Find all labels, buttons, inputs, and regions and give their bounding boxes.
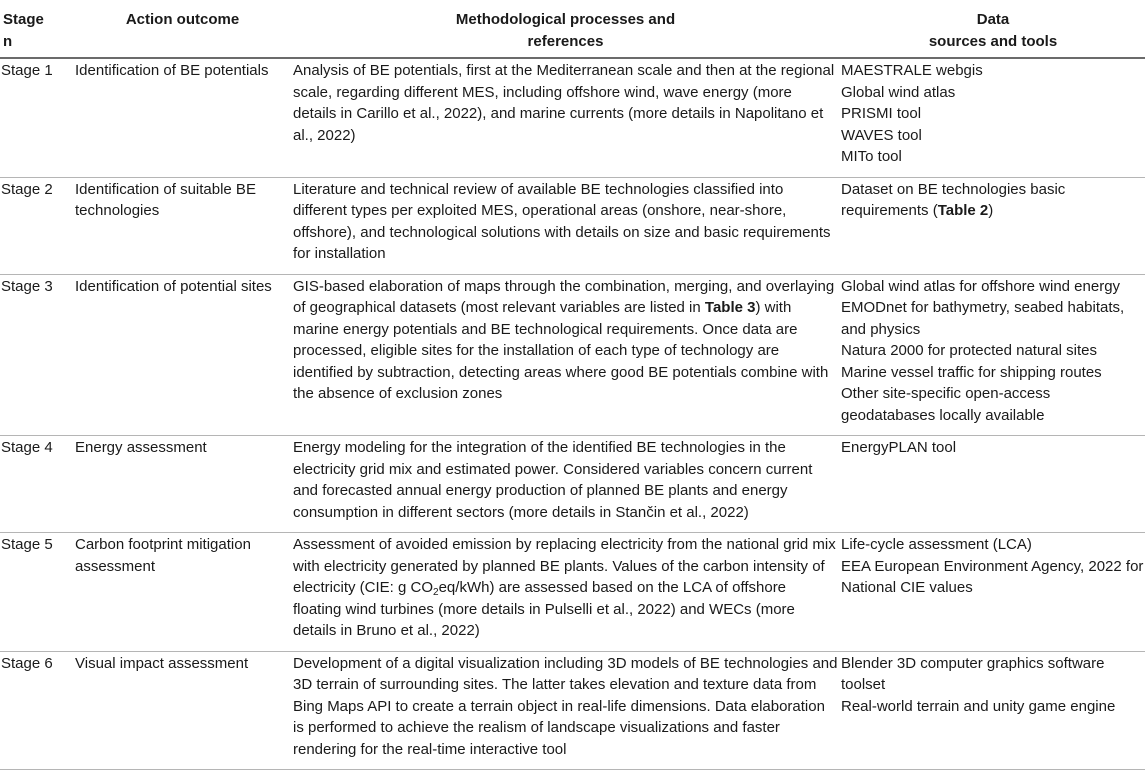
action-outcome-cell: Visual impact assessment [72,651,290,770]
table-reference: Table 2 [937,202,989,219]
source-item: Blender 3D computer graphics software toolset [841,654,1105,693]
stage-cell: Stage 6 [0,651,72,770]
table-row [0,177,1145,274]
methodology-cell: Literature and technical review of available BE technologies classified into different types per exploited MES, operational areas (onshore, near-shore, offshore), and technological solutions with details on size and basic requirements for installation [290,177,838,274]
data-sources-cell [838,436,1145,533]
data-sources-cell [838,651,1145,770]
methodology-cell: Analysis of BE potentials, first at the Mediterranean scale and then at the regional scale, regarding different MES, including offshore wind, wave energy (more details in Carillo et al., 2022), and marine currents (more details in Napolitano et al., 2022) [293,62,835,144]
source-item: MITo tool [841,148,902,165]
source-item: Global wind atlas for offshore wind energy [841,277,1121,295]
action-outcome-cell: Carbon footprint mitigation assessment [72,533,290,652]
source-item: Other site-specific open-access geodatabases locally available [841,385,1051,424]
source-item: Global wind atlas [841,83,956,101]
header-action-outcome: Action outcome [72,0,290,58]
data-sources-cell [838,58,1145,177]
stage-cell: Stage 5 [0,533,72,652]
data-sources-cell: Dataset on BE technologies basic requirements (Table 2) [838,177,1145,274]
source-item: Natura 2000 for protected natural sites [841,342,1097,359]
action-outcome-cell: Energy assessment [72,436,290,533]
action-outcome-cell: Identification of suitable BE technologies [72,177,290,274]
source-item: PRISMI tool [841,105,922,122]
header-row [0,0,1145,58]
action-outcome-cell: Identification of BE potentials [75,62,269,79]
table-row [0,58,1145,177]
table-row [0,533,1145,652]
stage-cell: Stage 4 [0,436,72,533]
source-item: Real-world terrain and unity game engine [841,697,1116,715]
source-item: EEA European Environment Agency, 2022 for National CIE values [841,557,1144,596]
subscript: 2 [433,587,439,598]
table-row [0,651,1145,770]
table-row [0,436,1145,533]
source-item: Marine vessel traffic for shipping routes [841,363,1102,381]
table-row [0,274,1145,436]
source-item: WAVES tool [841,126,922,144]
stage-cell: Stage 2 [0,177,72,274]
stage-cell: Stage 3 [0,274,72,436]
source-item: EnergyPLAN tool [841,439,957,456]
table-header [0,0,1145,58]
source-item: Life-cycle assessment (LCA) [841,536,1032,553]
methodology-cell: Energy modeling for the integration of the identified BE technologies in the electricity grid mix and estimated power. Considered variables concern current and forecasted annual energy production of planned BE plants and energy consumption in different sectors (more details in Stančin et al., 2022) [290,436,838,533]
header-data-sources: Data sources and tools [838,0,1145,58]
action-outcome-cell: Identification of potential sites [72,274,290,436]
source-item: MAESTRALE webgis [841,62,983,79]
table-reference: Table 3 [704,299,756,316]
table-body [0,58,1145,770]
methodology-cell: GIS-based elaboration of maps through the combination, merging, and overlaying of geographical datasets (most relevant variables are listed in Table 3) with marine energy potentials and BE technological requirements. Once data are processed, eligible sites for the installation of each type of technology are identified by subtraction, detecting areas where good BE potentials combine with the absence of exclusion zones [290,274,838,436]
data-sources-cell [838,533,1145,652]
data-sources-cell [838,274,1145,436]
source-item: EMODnet for bathymetry, seabed habitats, and physics [841,299,1125,338]
stage-cell: Stage 1 [1,62,53,79]
header-stage: Stage n [0,0,72,58]
methodology-cell: Development of a digital visualization including 3D models of BE technologies and 3D terrain of surrounding sites. The latter takes elevation and texture data from Bing Maps API to create a terrain object in real-life dimensions. Data elaboration is performed to achieve the realism of landscape visualizations and faster rendering for the real-time interactive tool [290,651,838,770]
methodology-cell: Assessment of avoided emission by replacing electricity from the national grid mix with electricity generated by planned BE plants. Values of the carbon intensity of electricity (CIE: g $CO_2eq/kWh$) are assessed based on the LCA of offshore floating wind turbines (more details in Pulselli et al., 2022) and WECs (more details in Bruno et al., 2022) [290,533,838,652]
header-methodological-processes: Methodological processes and references [290,0,838,58]
